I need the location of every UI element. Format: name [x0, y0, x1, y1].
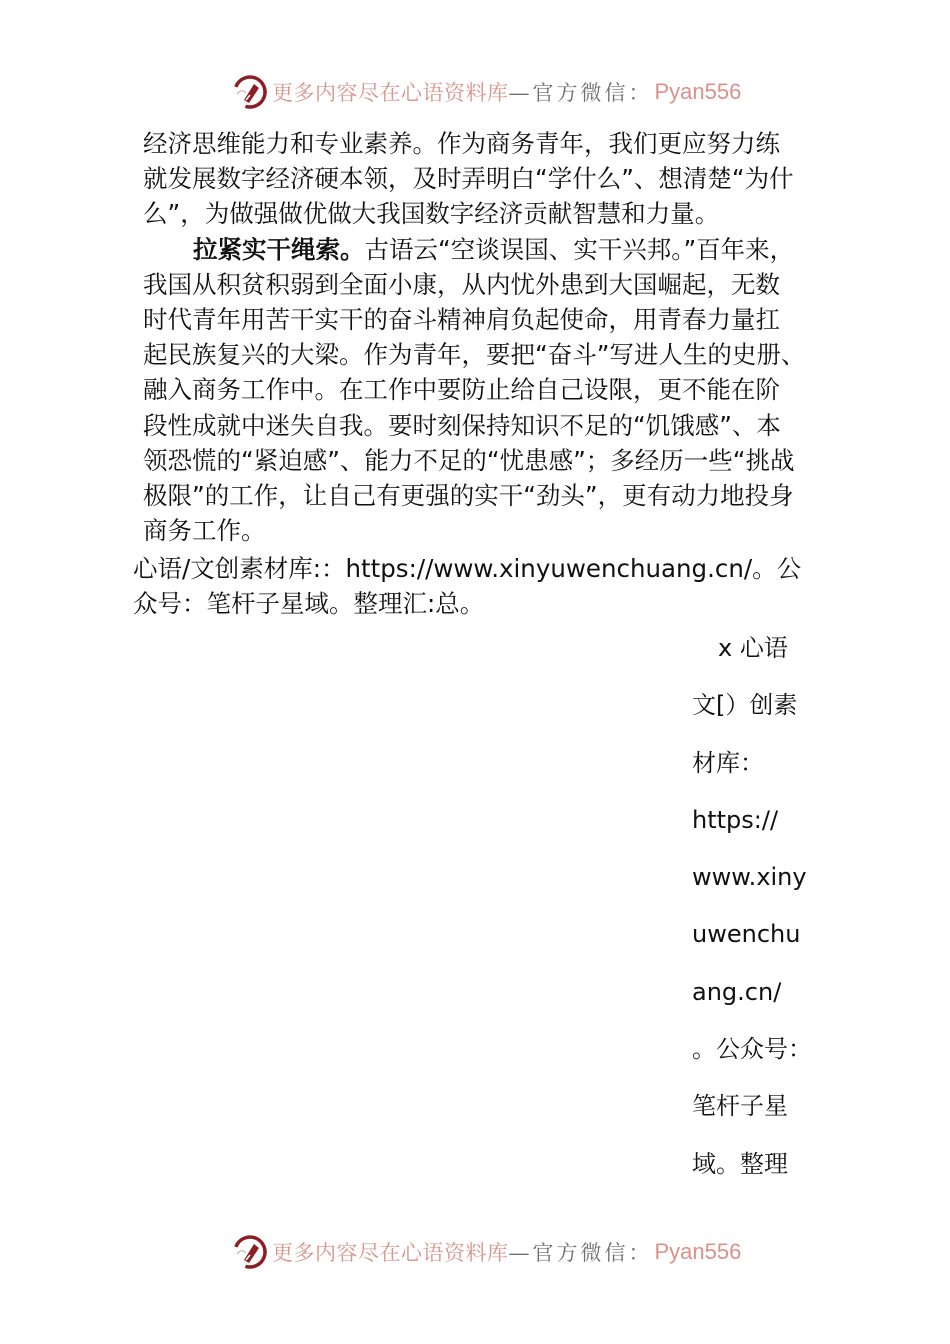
- banner-wechat-id: Pyan556: [654, 1239, 742, 1264]
- text-span: 古语云“空谈误国、实干兴邦。”百年来，: [364, 234, 795, 264]
- source-line: 心语/文创素材库:：https://www.xinyuwenchuang.cn/。公: [133, 554, 802, 583]
- pen-nib-logo-icon: [232, 1234, 268, 1270]
- source-line: 众号：笔杆子星域。整理汇:总。: [133, 589, 485, 618]
- banner-wechat-id: Pyan556: [654, 79, 742, 104]
- text-line: 极限”的工作，让自己有更强的实干“劲头”，更有动力地投身: [143, 480, 794, 510]
- side-line: 。公众号：: [692, 1035, 812, 1064]
- banner-slogan: 更多内容尽在心语资料库: [272, 1241, 509, 1265]
- side-line: 笔杆子星: [692, 1092, 788, 1121]
- side-line: 文[）创素: [692, 691, 798, 720]
- side-line: www.xiny: [692, 863, 807, 892]
- side-line: uwenchu: [692, 920, 801, 949]
- text-line: 我国从积贫积弱到全面小康，从内忧外患到大国崛起，无数: [143, 269, 780, 299]
- side-column-text: [692, 620, 822, 1193]
- text-line: 经济思维能力和专业素养。作为商务青年，我们更应努力练: [143, 129, 780, 158]
- side-line: https://: [692, 805, 779, 834]
- text-line: 领恐慌的“紧迫感”、能力不足的“忧患感”；多经历一些“挑战: [143, 445, 795, 475]
- banner-slogan: 更多内容尽在心语资料库: [272, 81, 509, 105]
- text-line: 商务工作。: [143, 516, 266, 546]
- document-body: [143, 126, 813, 548]
- paragraph-heading: 拉紧实干绳索。: [193, 234, 365, 264]
- text-line: 时代青年用苦干实干的奋斗精神肩负起使命，用青春力量扛: [143, 304, 780, 334]
- banner-wechat-label: —官方微信：: [508, 81, 653, 105]
- side-line: 域。整理: [692, 1149, 788, 1178]
- text-line: 段性成就中迷失自我。要时刻保持知识不足的“饥饿感”、本: [143, 410, 781, 440]
- side-line: ang.cn/: [692, 977, 782, 1006]
- header-banner: [232, 72, 741, 112]
- text-line: 融入商务工作中。在工作中要防止给自己设限，更不能在阶: [143, 375, 780, 405]
- text-line: 就发展数字经济硬本领，及时弄明白“学什么”、想清楚“为什: [143, 164, 794, 194]
- source-note: [133, 551, 833, 621]
- paragraph-heading-line: [143, 232, 813, 267]
- banner-wechat-label: —官方微信：: [508, 1241, 653, 1265]
- text-line: 起民族复兴的大梁。作为青年，要把“奋斗”写进人生的史册、: [143, 340, 806, 370]
- text-line: 么”，为做强做优做大我国数字经济贡献智慧和力量。: [143, 199, 720, 229]
- side-line: x 心语: [718, 634, 788, 662]
- pen-nib-logo-icon: [232, 74, 268, 110]
- footer-banner: [232, 1232, 741, 1272]
- side-line: 材库：: [692, 748, 764, 777]
